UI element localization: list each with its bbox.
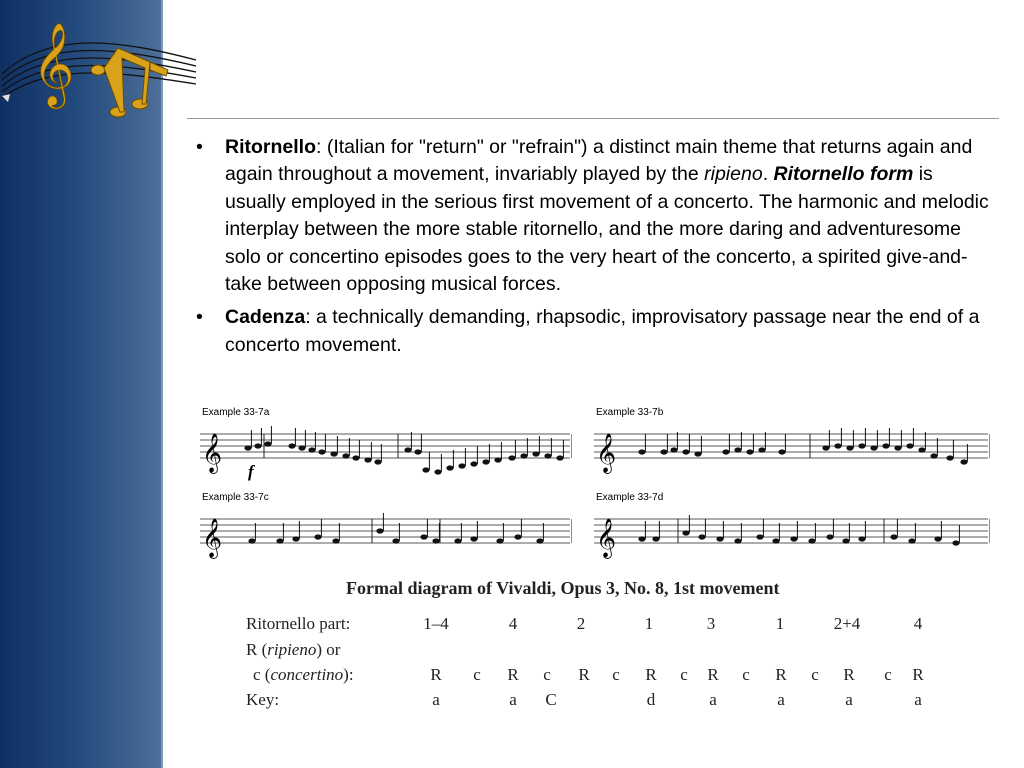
- key-value: a: [914, 690, 922, 709]
- diagram-title: Formal diagram of Vivaldi, Opus 3, No. 8, 1st movement: [346, 578, 780, 598]
- note-head: [870, 445, 877, 450]
- key-row-label: Key:: [246, 690, 280, 709]
- note-head: [314, 534, 321, 539]
- key-value: a: [777, 690, 785, 709]
- note-head: [834, 443, 841, 448]
- note-head: [746, 449, 753, 454]
- note-head: [392, 538, 399, 543]
- note-head: [858, 443, 865, 448]
- note-head: [946, 455, 953, 460]
- note-head: [496, 538, 503, 543]
- concertino-label-c: ):: [343, 665, 354, 684]
- concertino-row-label: [253, 665, 354, 685]
- example-label-d: Example 33-7d: [596, 492, 664, 503]
- example-label-b: Example 33-7b: [596, 407, 664, 418]
- note-head: [264, 441, 271, 446]
- note-head: [364, 457, 371, 462]
- bullet-cadenza: [196, 304, 996, 359]
- rc-value: c: [473, 665, 481, 684]
- key-value: a: [845, 690, 853, 709]
- note-head: [318, 449, 325, 454]
- rc-value: c: [742, 665, 750, 684]
- title-divider: [187, 118, 999, 119]
- note-head: [846, 445, 853, 450]
- note-head: [882, 443, 889, 448]
- note-head: [952, 540, 959, 545]
- example-label-a: Example 33-7a: [202, 407, 270, 418]
- part-value: 3: [706, 614, 716, 633]
- note-head: [458, 463, 465, 468]
- note-head: [858, 536, 865, 541]
- note-head: [934, 536, 941, 541]
- note-head: [778, 449, 785, 454]
- rc-value: c: [543, 665, 551, 684]
- note-head: [716, 536, 723, 541]
- ritornello-text-2: .: [762, 163, 774, 186]
- note-head: [758, 447, 765, 452]
- svg-text:𝄞: 𝄞: [32, 21, 75, 105]
- music-example-a: [200, 420, 572, 482]
- concertino-label-italic: concertino: [270, 665, 344, 684]
- rc-value: c: [811, 665, 819, 684]
- note-head: [288, 443, 295, 448]
- note-head: [276, 538, 283, 543]
- note-head: [420, 534, 427, 539]
- note-head: [332, 538, 339, 543]
- note-head: [756, 534, 763, 539]
- bullet-ritornello: [196, 134, 996, 298]
- note-head: [918, 447, 925, 452]
- note-head: [330, 451, 337, 456]
- ripieno-label-c: ) or: [316, 640, 341, 659]
- key-value: d: [646, 690, 656, 709]
- term-cadenza: Cadenza: [225, 306, 306, 329]
- note-head: [532, 451, 539, 456]
- note-head: [374, 459, 381, 464]
- bullet-dot: •: [196, 136, 203, 158]
- note-head: [682, 530, 689, 535]
- treble-clef-icon: 𝄞: [202, 518, 223, 558]
- note-head: [454, 538, 461, 543]
- note-head: [960, 459, 967, 464]
- note-head: [826, 534, 833, 539]
- note-head: [930, 453, 937, 458]
- key-value: a: [432, 690, 440, 709]
- note-head: [722, 449, 729, 454]
- note-head: [808, 538, 815, 543]
- note-head: [894, 445, 901, 450]
- note-head: [652, 536, 659, 541]
- note-head: [536, 538, 543, 543]
- part-value: 4: [913, 614, 923, 633]
- note-head: [376, 528, 383, 533]
- ritornello-form-term: Ritornello form: [773, 163, 914, 186]
- note-head: [292, 536, 299, 541]
- part-value: 1–4: [423, 614, 449, 633]
- term-ritornello: Ritornello: [225, 136, 316, 158]
- note-head: [520, 453, 527, 458]
- note-head: [446, 465, 453, 470]
- note-head: [638, 536, 645, 541]
- note-head: [414, 449, 421, 454]
- note-head: [298, 445, 305, 450]
- key-value: C: [545, 690, 557, 709]
- part-value: 4: [508, 614, 518, 633]
- note-head: [670, 447, 677, 452]
- ritornello-text-1: : (Italian for "return" or "refrain") a distinct main theme that returns again and again throughout a movement, invariably played by the: [225, 136, 973, 186]
- note-head: [682, 449, 689, 454]
- treble-clef-icon: 𝄞: [202, 433, 223, 473]
- note-head: [734, 447, 741, 452]
- note-head: [404, 447, 411, 452]
- bullet-dot: •: [196, 306, 203, 329]
- treble-clef-icon: 𝄞: [596, 433, 617, 473]
- note-head: [694, 451, 701, 456]
- note-head: [638, 449, 645, 454]
- note-head: [660, 449, 667, 454]
- ripieno-label-a: R (: [246, 640, 268, 659]
- part-value: 2: [576, 614, 586, 633]
- rc-value: c: [680, 665, 688, 684]
- note-head: [352, 455, 359, 460]
- ripieno-row-label: [246, 640, 340, 660]
- note-head: [244, 445, 251, 450]
- ritornello-text-3: is usually employed in the serious first movement of a concerto. The harmonic and melodic interplay between the more stable ritornello, and the more daring and adventuresome solo or concertino episodes goes to the very heart of the concerto, a spirited give-and-take between opposing musical forces.: [225, 163, 989, 296]
- part-value: 2+4: [833, 614, 861, 633]
- treble-clef-icon: [32, 21, 75, 109]
- rc-value: c: [884, 665, 892, 684]
- rc-value: R: [912, 665, 924, 684]
- key-value: a: [709, 690, 717, 709]
- note-head: [890, 534, 897, 539]
- rc-value: R: [707, 665, 719, 684]
- music-example-b: [594, 420, 990, 482]
- note-head: [470, 536, 477, 541]
- example-label-c: Example 33-7c: [202, 492, 269, 503]
- note-head: [908, 538, 915, 543]
- part-value: 1: [775, 614, 785, 633]
- note-head: [432, 538, 439, 543]
- music-example-c: [200, 505, 572, 567]
- note-head: [544, 453, 551, 458]
- rc-value: R: [578, 665, 590, 684]
- note-head: [342, 453, 349, 458]
- note-head: [556, 455, 563, 460]
- part-value: 1: [644, 614, 654, 633]
- note-head: [422, 467, 429, 472]
- rc-value: c: [612, 665, 620, 684]
- note-head: [508, 455, 515, 460]
- rc-value: R: [430, 665, 442, 684]
- note-head: [698, 534, 705, 539]
- note-head: [514, 534, 521, 539]
- bullet-list: [196, 134, 996, 365]
- note-head: [822, 445, 829, 450]
- note-head: [790, 536, 797, 541]
- note-head: [434, 469, 441, 474]
- rc-value: R: [645, 665, 657, 684]
- note-head: [308, 447, 315, 452]
- ripieno-label-italic: ripieno: [267, 640, 317, 659]
- ritornello-part-label: Ritornello part:: [246, 614, 351, 633]
- music-example-d: [594, 505, 990, 567]
- rc-value: R: [775, 665, 787, 684]
- note-head: [470, 461, 477, 466]
- note-head: [248, 538, 255, 543]
- ripieno-italic: ripieno: [704, 163, 763, 186]
- rc-value: R: [507, 665, 519, 684]
- music-notes-icon: [0, 0, 200, 130]
- note-head: [482, 459, 489, 464]
- note-head: [842, 538, 849, 543]
- note-head: [772, 538, 779, 543]
- treble-clef-icon: 𝄞: [596, 518, 617, 558]
- rc-value: R: [843, 665, 855, 684]
- note-head: [494, 457, 501, 462]
- note-head: [734, 538, 741, 543]
- key-value: a: [509, 690, 517, 709]
- forte-marking: f: [248, 462, 254, 481]
- note-head: [906, 443, 913, 448]
- concertino-label-a: c (: [253, 665, 271, 684]
- note-head: [254, 443, 261, 448]
- cadenza-text: : a technically demanding, rhapsodic, improvisatory passage near the end of a concerto movement.: [225, 306, 980, 356]
